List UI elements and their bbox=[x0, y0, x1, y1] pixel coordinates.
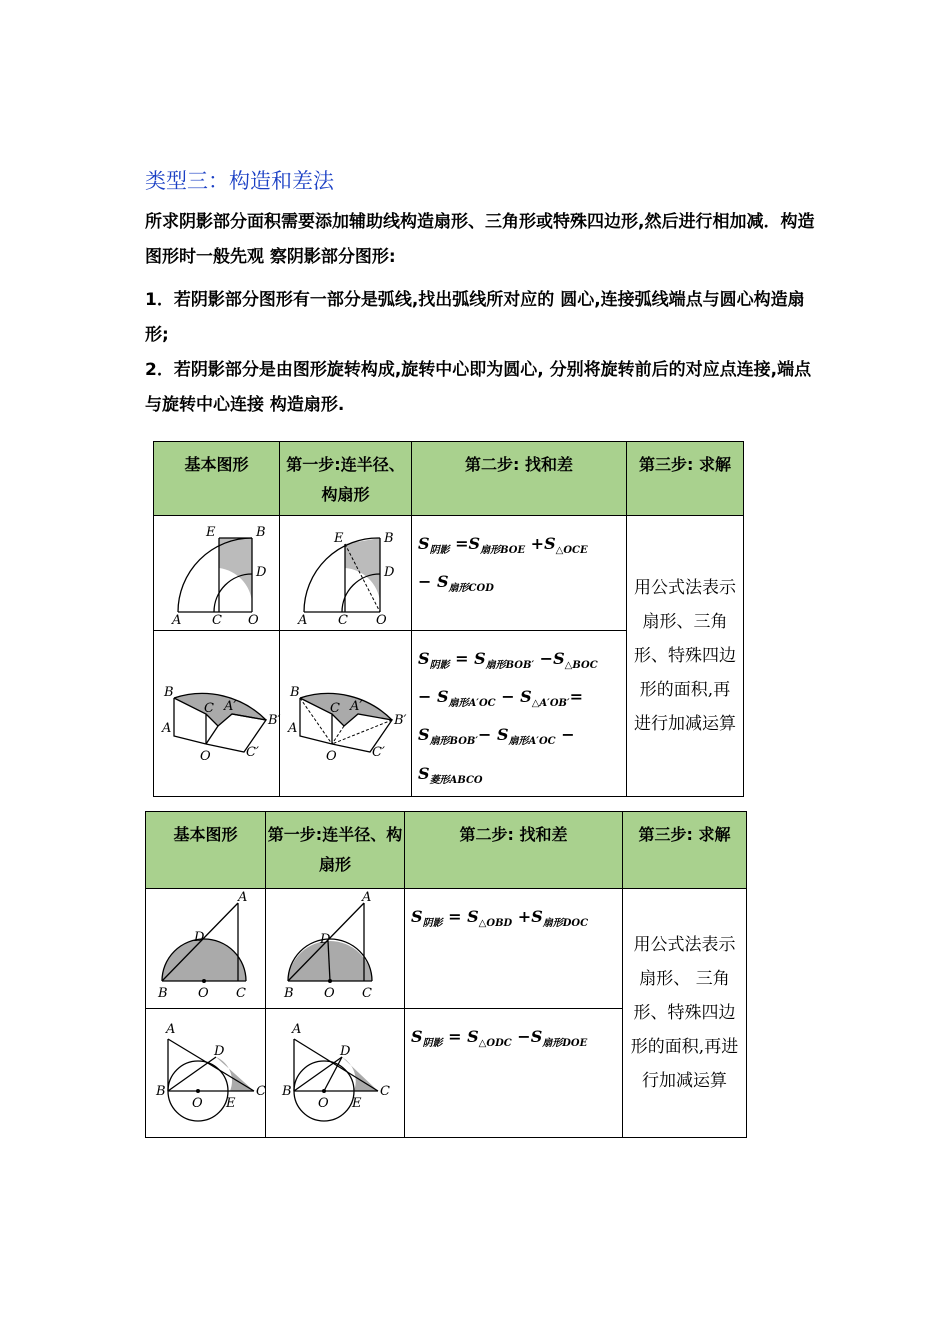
label-A: A bbox=[162, 721, 172, 737]
point-2: 2．若阴影部分是由图形旋转构成,旋转中心即为圆心, 分别将旋转前后的对应点连接,端点与旋转中心连接 构造扇形. bbox=[145, 360, 812, 415]
label-O: O bbox=[248, 613, 259, 628]
header-step1: 第一步:连半径、构扇形 bbox=[280, 442, 412, 516]
label-C: C bbox=[380, 1084, 390, 1099]
label-D: D bbox=[214, 1044, 225, 1059]
label-C-prime: C′ bbox=[246, 745, 259, 761]
label-B: B bbox=[284, 986, 294, 1001]
label-O: O bbox=[326, 749, 337, 765]
figure-circle-tangent-step1 bbox=[266, 1009, 405, 1138]
label-O: O bbox=[324, 986, 335, 1001]
label-A: A bbox=[238, 890, 248, 905]
header-basic-figure: 基本图形 bbox=[146, 812, 266, 889]
figure-semicircle-step1 bbox=[266, 889, 405, 1009]
table1-formula-2: $S_{阴影} = S_{扇形BOB'} -S_{\triangle BOC}$ − $S_{扇形A'OC} - S_{\triangle A'OB'}=$ $S_{扇形BOB'}- S_{扇形A'OC}$ − $S_{菱形ABCO}$ bbox=[412, 631, 627, 797]
label-A: A bbox=[292, 1022, 302, 1037]
figure-quarter-circle-basic bbox=[154, 516, 280, 631]
label-A-prime: A′ bbox=[350, 699, 363, 715]
label-B-prime: B′ bbox=[394, 713, 407, 729]
label-C-prime: C′ bbox=[372, 745, 385, 761]
label-C: C bbox=[212, 613, 222, 628]
intro-paragraph: 所求阴影部分面积需要添加辅助线构造扇形、三角形或特殊四边形,然后进行相加减．构造图形时一般先观 察阴影部分图形: bbox=[145, 212, 815, 267]
figure-rotation-basic bbox=[154, 631, 280, 797]
method-table-2 bbox=[145, 811, 747, 1138]
label-B: B bbox=[282, 1084, 292, 1099]
label-O: O bbox=[376, 613, 387, 628]
label-B: B bbox=[384, 531, 394, 546]
label-C: C bbox=[330, 701, 340, 717]
method-table-1 bbox=[153, 441, 744, 797]
label-B: B bbox=[156, 1084, 166, 1099]
label-B: B bbox=[158, 986, 168, 1001]
label-A: A bbox=[298, 613, 308, 628]
table1-formula-1: $S_{阴影} =S_{扇形BOE} +S_{\triangle OCE}$ − $S_{扇形COD}$ bbox=[412, 516, 627, 631]
label-D: D bbox=[194, 930, 205, 945]
table2-formula-2: $S_{阴影} = S_{\triangle ODC} -S_{扇形DOE}$ bbox=[405, 1009, 623, 1138]
figure-quarter-circle-step1 bbox=[280, 516, 412, 631]
label-E: E bbox=[226, 1096, 236, 1111]
label-O: O bbox=[192, 1096, 203, 1111]
label-O: O bbox=[198, 986, 209, 1001]
label-D: D bbox=[340, 1044, 351, 1059]
header-step2: 第二步: 找和差 bbox=[412, 442, 627, 516]
label-B: B bbox=[164, 685, 174, 701]
table2-formula-1: $S_{阴影} = S_{\triangle OBD} +S_{扇形DOC}$ bbox=[405, 889, 623, 1009]
label-E: E bbox=[334, 531, 344, 546]
header-step3: 第三步: 求解 bbox=[627, 442, 744, 516]
header-step3: 第三步: 求解 bbox=[623, 812, 747, 889]
label-A-prime: A′ bbox=[224, 699, 237, 715]
label-O: O bbox=[318, 1096, 329, 1111]
section-title: 类型三：构造和差法 bbox=[145, 169, 334, 193]
header-step1: 第一步:连半径、构扇形 bbox=[266, 812, 405, 889]
label-E: E bbox=[206, 525, 216, 540]
label-D: D bbox=[256, 565, 267, 580]
table2-solve: 用公式法表示扇形、 三角形、特殊四边形的面积,再进行加减运算 bbox=[623, 889, 747, 1138]
figure-semicircle-basic bbox=[146, 889, 266, 1009]
label-D: D bbox=[320, 932, 331, 947]
header-step2: 第二步: 找和差 bbox=[405, 812, 623, 889]
figure-circle-tangent-basic bbox=[146, 1009, 266, 1138]
label-A: A bbox=[288, 721, 298, 737]
label-A: A bbox=[166, 1022, 176, 1037]
label-E: E bbox=[352, 1096, 362, 1111]
label-B: B bbox=[256, 525, 266, 540]
header-basic-figure: 基本图形 bbox=[154, 442, 280, 516]
label-D: D bbox=[384, 565, 395, 580]
label-C: C bbox=[338, 613, 348, 628]
label-B: B bbox=[290, 685, 300, 701]
label-A: A bbox=[362, 890, 372, 905]
label-C: C bbox=[362, 986, 372, 1001]
label-A: A bbox=[172, 613, 182, 628]
point-1: 1．若阴影部分图形有一部分是弧线,找出弧线所对应的 圆心,连接弧线端点与圆心构造扇形; bbox=[145, 290, 805, 345]
label-B-prime: B′ bbox=[268, 713, 281, 729]
label-O: O bbox=[200, 749, 211, 765]
label-C: C bbox=[236, 986, 246, 1001]
table1-solve: 用公式法表示扇形、三角形、特殊四边形的面积,再进行加减运算 bbox=[627, 516, 744, 797]
label-C: C bbox=[256, 1084, 266, 1099]
figure-rotation-step1 bbox=[280, 631, 412, 797]
label-C: C bbox=[204, 701, 214, 717]
